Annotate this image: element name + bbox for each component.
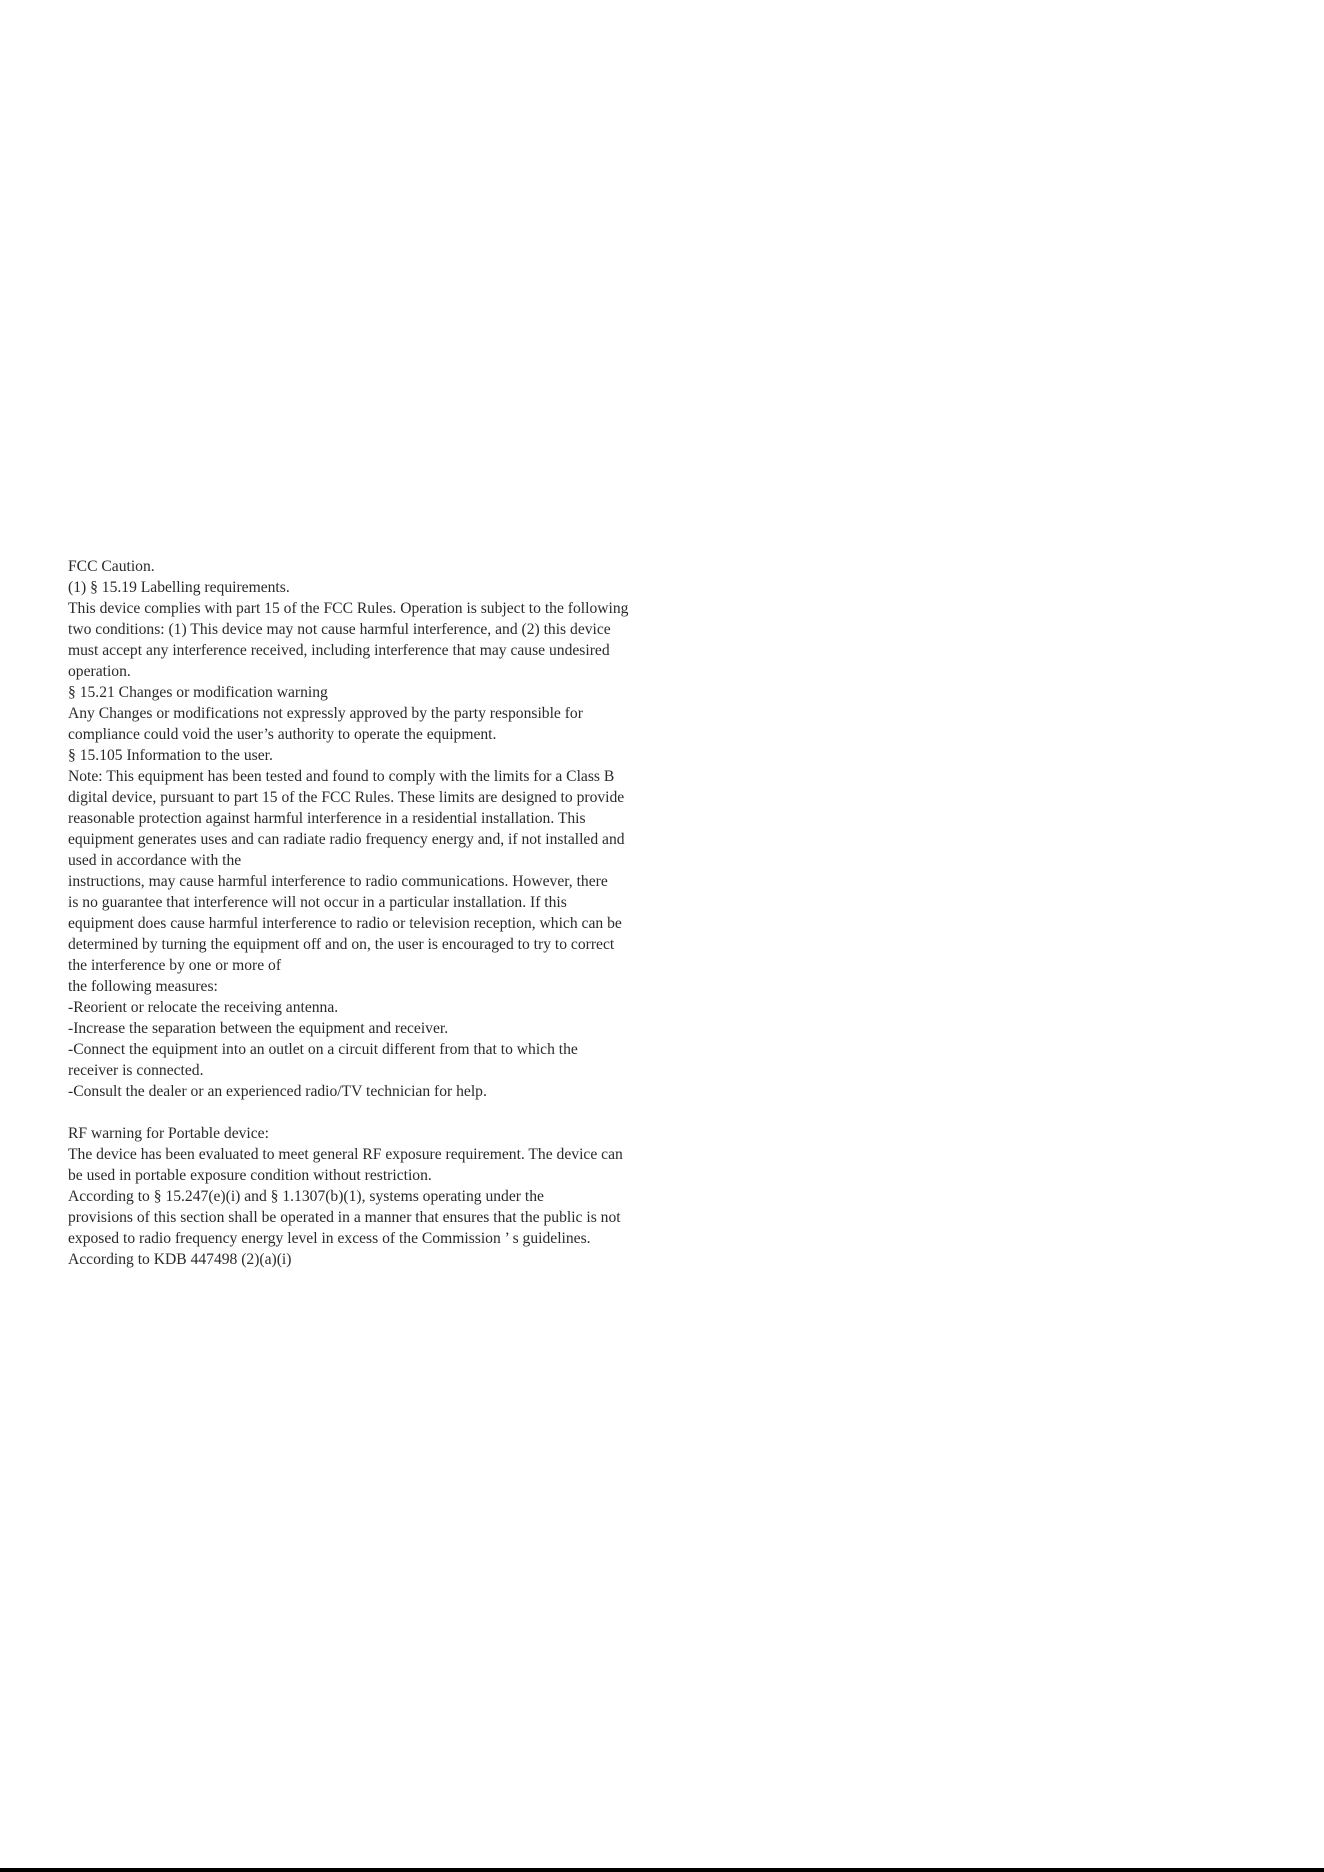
info-heading: § 15.105 Information to the user. bbox=[68, 747, 273, 764]
rf-warning-text-line: exposed to radio frequency energy level in excess of the Commission ’ s guidelines. bbox=[68, 1230, 591, 1247]
labelling-heading: (1) § 15.19 Labelling requirements. bbox=[68, 579, 290, 596]
info-text-line: instructions, may cause harmful interference to radio communications. However, there bbox=[68, 873, 608, 890]
info-text-line: the following measures: bbox=[68, 978, 218, 995]
measure-item: -Consult the dealer or an experienced radio/TV technician for help. bbox=[68, 1083, 487, 1100]
measure-item: -Connect the equipment into an outlet on a circuit different from that to which the bbox=[68, 1041, 578, 1058]
info-text-line: equipment generates uses and can radiate radio frequency energy and, if not installed and bbox=[68, 831, 625, 848]
page-bottom-border bbox=[0, 1868, 1324, 1872]
rf-warning-text-line: According to KDB 447498 (2)(a)(i) bbox=[68, 1251, 292, 1268]
info-text-line: the interference by one or more of bbox=[68, 957, 282, 974]
paragraph-gap bbox=[68, 1102, 678, 1123]
rf-warning-text-line: provisions of this section shall be operated in a manner that ensures that the public is not bbox=[68, 1209, 621, 1226]
measure-item: -Reorient or relocate the receiving antenna. bbox=[68, 999, 339, 1016]
measure-item: receiver is connected. bbox=[68, 1062, 204, 1079]
labelling-text-line: two conditions: (1) This device may not cause harmful interference, and (2) this device bbox=[68, 621, 611, 638]
changes-text-line: compliance could void the user’s authority to operate the equipment. bbox=[68, 726, 497, 743]
rf-warning-text-line: be used in portable exposure condition without restriction. bbox=[68, 1167, 432, 1184]
fcc-statement bbox=[68, 556, 678, 1270]
info-text-line: Note: This equipment has been tested and found to comply with the limits for a Class B bbox=[68, 768, 615, 785]
changes-text-line: Any Changes or modifications not expressly approved by the party responsible for bbox=[68, 705, 583, 722]
info-text-line: equipment does cause harmful interference to radio or television reception, which can be bbox=[68, 915, 622, 932]
rf-warning-text-line: The device has been evaluated to meet general RF exposure requirement. The device can bbox=[68, 1146, 623, 1163]
labelling-text-line: must accept any interference received, including interference that may cause undesired bbox=[68, 642, 610, 659]
labelling-text-line: operation. bbox=[68, 663, 131, 680]
info-text-line: determined by turning the equipment off and on, the user is encouraged to try to correct bbox=[68, 936, 615, 953]
info-text-line: used in accordance with the bbox=[68, 852, 242, 869]
info-text-line: is no guarantee that interference will not occur in a particular installation. If this bbox=[68, 894, 567, 911]
info-text-line: reasonable protection against harmful interference in a residential installation. This bbox=[68, 810, 586, 827]
measure-item: -Increase the separation between the equipment and receiver. bbox=[68, 1020, 449, 1037]
labelling-text-line: This device complies with part 15 of the FCC Rules. Operation is subject to the following bbox=[68, 600, 629, 617]
changes-heading: § 15.21 Changes or modification warning bbox=[68, 684, 328, 701]
info-text-line: digital device, pursuant to part 15 of the FCC Rules. These limits are designed to provide bbox=[68, 789, 625, 806]
rf-warning-heading: RF warning for Portable device: bbox=[68, 1125, 269, 1142]
fcc-caution-heading: FCC Caution. bbox=[68, 558, 155, 575]
rf-warning-text-line: According to § 15.247(e)(i) and § 1.1307(b)(1), systems operating under the bbox=[68, 1188, 544, 1205]
